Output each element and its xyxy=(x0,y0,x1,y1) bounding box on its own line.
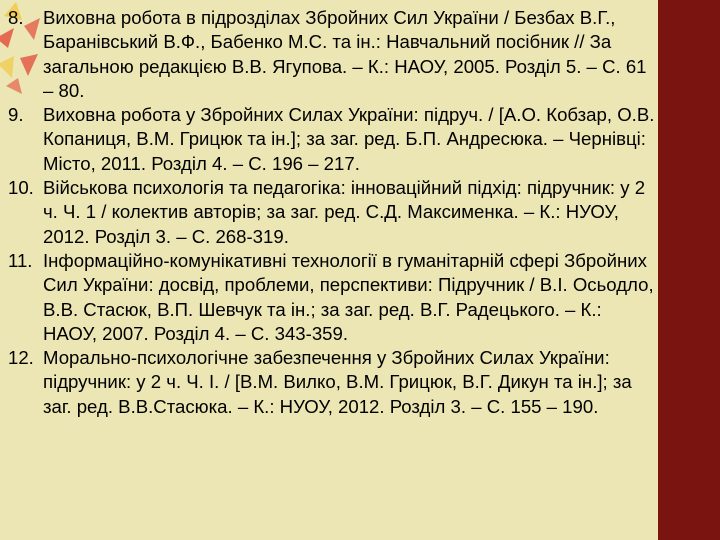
reference-number: 8. xyxy=(8,7,24,28)
reference-text: Морально-психологічне забезпечення у Збройних Силах України: підручник: у 2 ч. Ч. І. / [В.М. Вилко, В.М. Грицюк, В.Г. Дикун та ін.]; за заг. ред. В.В.Стасюка. – К.: НУОУ, 2012. Розділ 3. – С. 155 – 190. xyxy=(43,347,632,417)
reference-item xyxy=(8,6,658,103)
reference-number: 12. xyxy=(8,347,34,369)
accent-strip xyxy=(658,0,720,540)
reference-list xyxy=(8,6,658,419)
reference-item xyxy=(8,176,658,249)
reference-text: Інформаційно-комунікативні технології в гуманітарній сфері Збройних Сил України: досвід, проблеми, перспективи: Підручник / В.І. Осьодло, В.В. Стасюк, В.П. Шевчук та ін.; за заг. ред. В.Г. Радецького. – К.: НАОУ, 2007. Розділ 4. – С. 343-359. xyxy=(43,249,654,344)
reference-text: Виховна робота в підрозділах Збройних Сил України / Безбах В.Г., Баранівський В.Ф., Бабенко М.С. та ін.: Навчальний посібник // За загальною редакцією В.В. Ягупова. – К.: НАОУ, 2005. Розділ 5. – С. 61 – 80. xyxy=(43,7,647,101)
reference-number: 11. xyxy=(8,249,33,271)
reference-item xyxy=(8,346,658,419)
reference-item xyxy=(8,249,658,346)
reference-number: 9. xyxy=(8,104,24,126)
reference-text: Виховна робота у Збройних Силах України: підруч. / [А.О. Кобзар, О.В. Копаниця, В.М. Грицюк та ін.]; за заг. ред. Б.П. Андресюка. – Чернівці: Місто, 2011. Розділ 4. – С. 196 – 217. xyxy=(43,104,655,174)
reference-number: 10. xyxy=(8,177,34,199)
reference-text: Військова психологія та педагогіка: інноваційний підхід: підручник: у 2 ч. Ч. 1 / колектив авторів; за заг. ред. С.Д. Максименка. – К.: НУОУ, 2012. Розділ 3. – С. 268-319. xyxy=(43,177,646,247)
reference-item xyxy=(8,103,658,176)
